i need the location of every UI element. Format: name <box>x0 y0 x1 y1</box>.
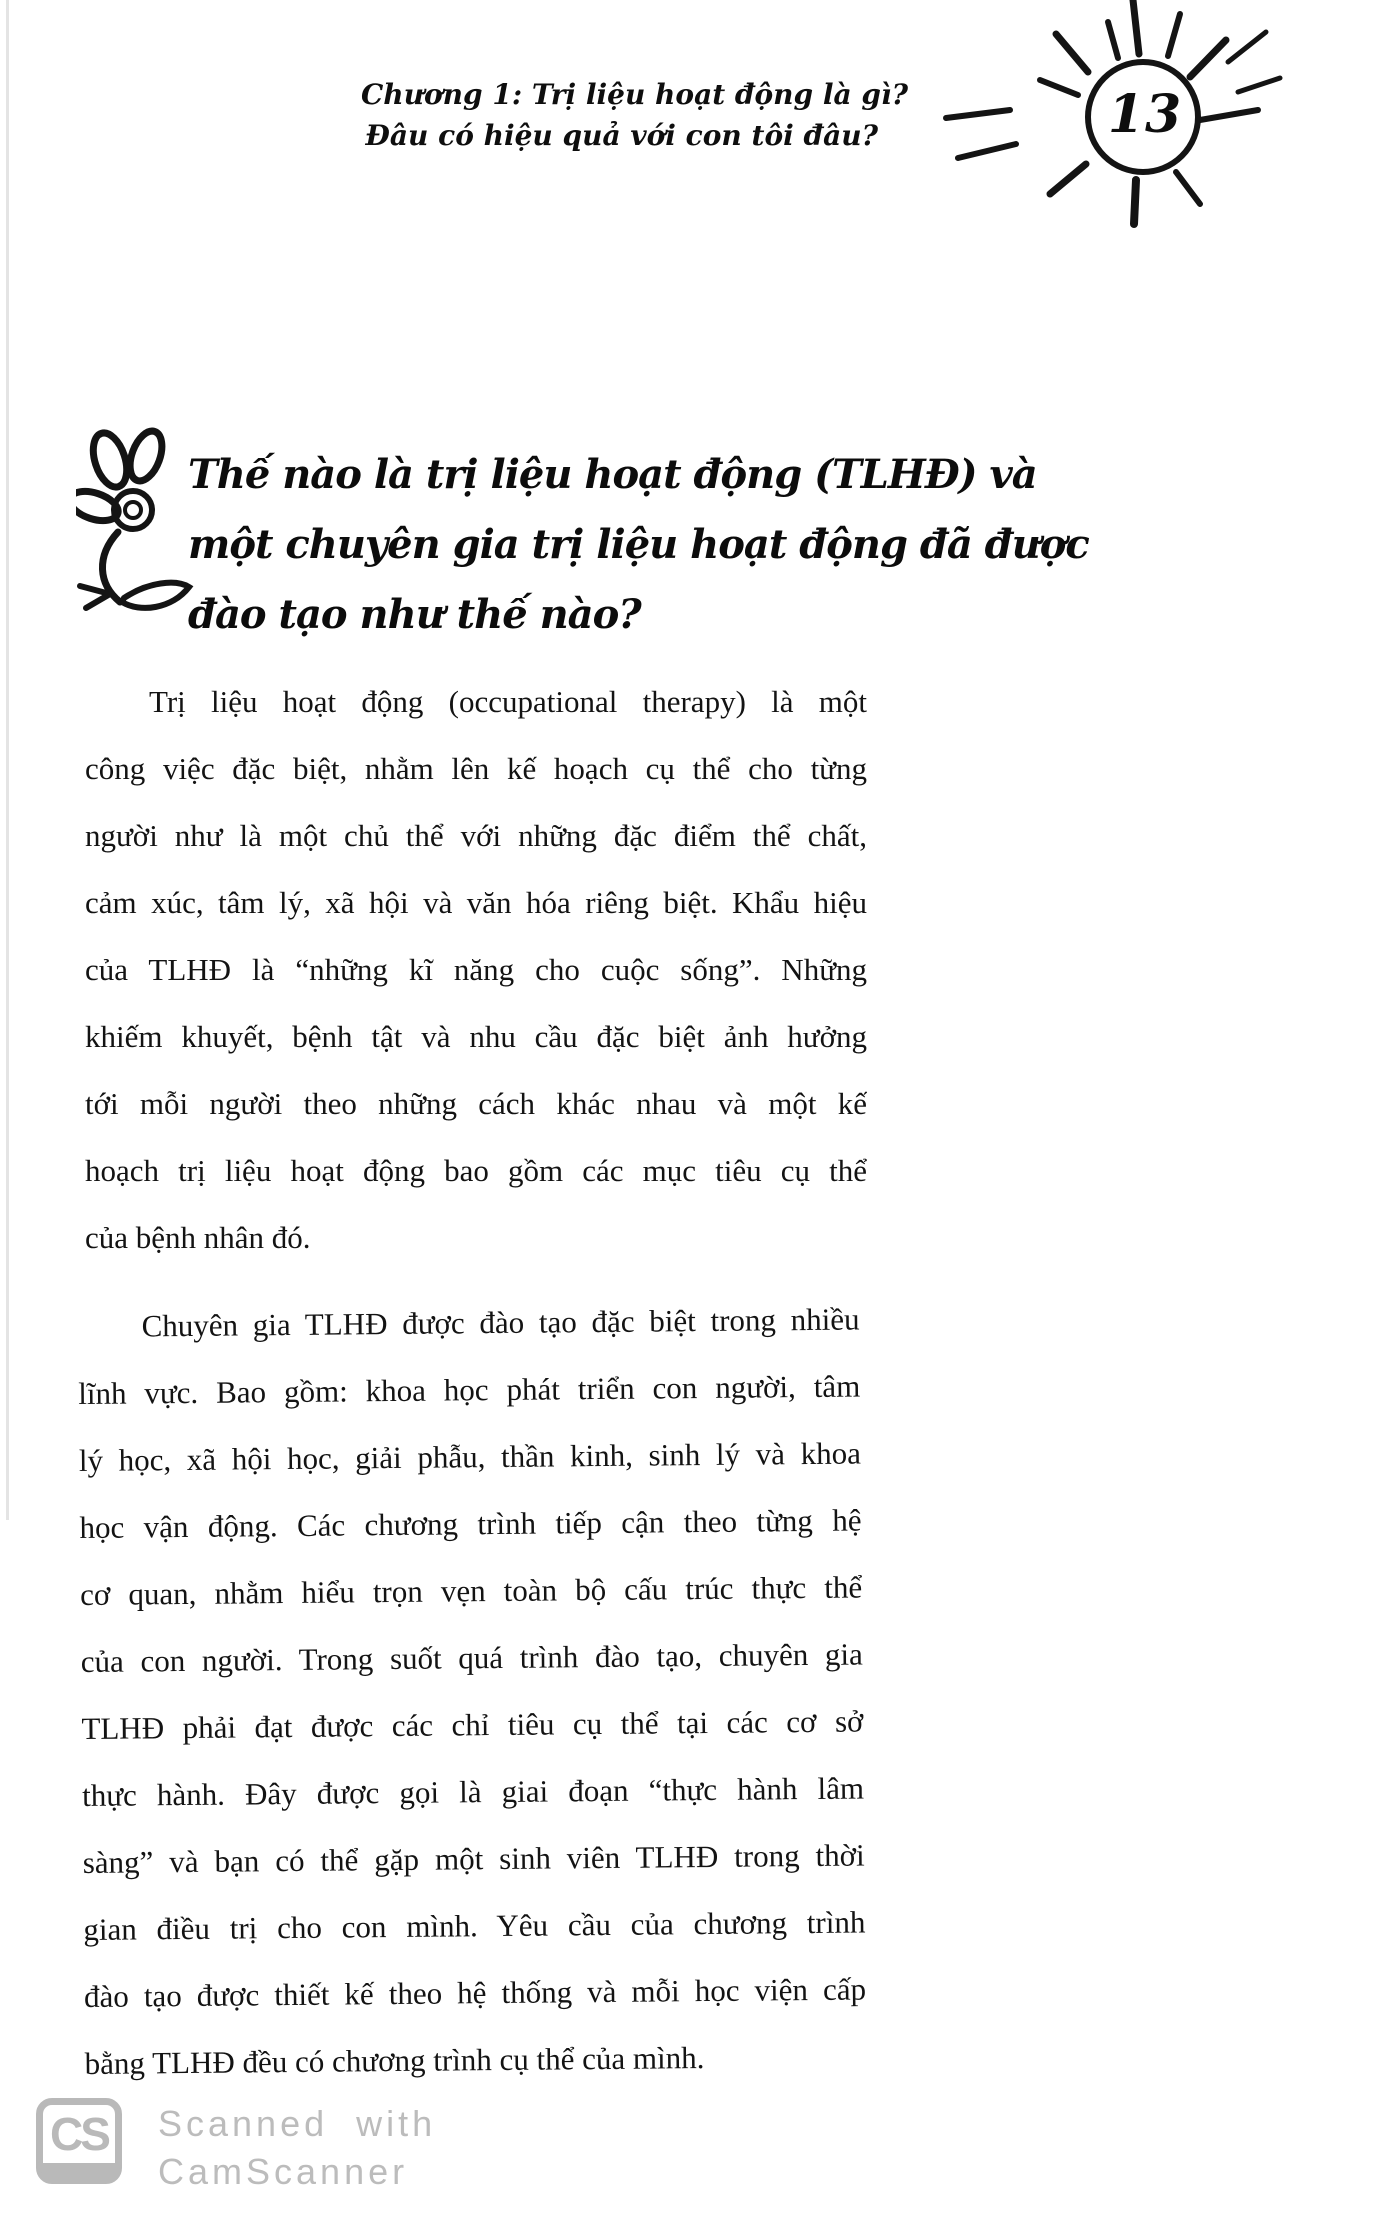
text-line: Chuyên gia TLHĐ được đào tạo đặc biệt trong nhiều <box>141 1301 860 1344</box>
text-line: khiếm khuyết, bệnh tật và nhu cầu đặc biệt ảnh hưởng <box>85 1019 867 1054</box>
text-line: sàng” và bạn có thể gặp một sinh viên TLHĐ trong thời <box>82 1837 865 1881</box>
text-line: TLHĐ phải đạt được các chỉ tiêu cụ thể tại các cơ sở <box>81 1703 864 1747</box>
text-line: đào tạo được thiết kế theo hệ thống và mỗi học viện cấp <box>83 1971 867 2015</box>
text-line: cơ quan, nhằm hiểu trọn vẹn toàn bộ cấu trúc thực thể <box>80 1569 863 1613</box>
text-line: của TLHĐ là “những kĩ năng cho cuộc sống”. Những <box>85 952 867 987</box>
heading-line-2: một chuyên gia trị liệu hoạt động đã được <box>188 521 1089 568</box>
body-text <box>78 668 867 2097</box>
camscanner-watermark <box>36 2098 436 2196</box>
heading-line-1: Thế nào là trị liệu hoạt động (TLHĐ) và <box>188 451 1037 498</box>
cs-logo-bar <box>41 2163 117 2179</box>
text-line: tới mỗi người theo những cách khác nhau và một kế <box>85 1086 867 1121</box>
text-line: người như là một chủ thể với những đặc điểm thể chất, <box>85 818 867 853</box>
text-line: lý học, xã hội học, giải phẫu, thần kinh, sinh lý và khoa <box>78 1435 862 1479</box>
cs-logo-text: CS <box>50 2108 108 2160</box>
text-line: của con người. Trong suốt quá trình đào tạo, chuyên gia <box>80 1636 863 1680</box>
paragraph <box>77 1286 867 2097</box>
text-line: của bệnh nhân đó. <box>85 1220 311 1255</box>
text-line: học vận động. Các chương trình tiếp cận theo từng hệ <box>79 1502 862 1546</box>
scanned-line-1: Scanned with <box>158 2103 437 2144</box>
flower-doodle-icon <box>76 416 194 652</box>
text-line: thực hành. Đây được gọi là giai đoạn “thực hành lâm <box>81 1770 865 1814</box>
text-line: Trị liệu hoạt động (occupational therapy) là một <box>149 684 867 719</box>
text-line: công việc đặc biệt, nhằm lên kế hoạch cụ thể cho từng <box>85 751 867 786</box>
running-header <box>361 74 908 156</box>
camscanner-cs-logo <box>36 2098 122 2184</box>
text-line: bằng TLHĐ đều có chương trình cụ thể của mình. <box>84 2040 705 2082</box>
text-line: gian điều trị cho con mình. Yêu cầu của chương trình <box>83 1904 866 1948</box>
header-line-2: Đâu có hiệu quả với con tôi đâu? <box>365 119 878 152</box>
section-heading <box>188 440 1089 650</box>
text-line: lĩnh vực. Bao gồm: khoa học phát triển con người, tâm <box>78 1368 861 1412</box>
page-number: 13 <box>1107 84 1183 145</box>
scanned-with-text <box>158 2100 436 2196</box>
heading-line-3: đào tạo như thế nào? <box>188 591 641 638</box>
paragraph <box>85 668 867 1271</box>
scan-edge-artifact <box>6 0 9 1520</box>
text-line: hoạch trị liệu hoạt động bao gồm các mục tiêu cụ thể <box>85 1153 867 1188</box>
scanned-line-2: CamScanner <box>158 2151 409 2192</box>
header-line-1: Chương 1: Trị liệu hoạt động là gì? <box>361 78 908 111</box>
text-line: cảm xúc, tâm lý, xã hội và văn hóa riêng biệt. Khẩu hiệu <box>85 885 867 920</box>
